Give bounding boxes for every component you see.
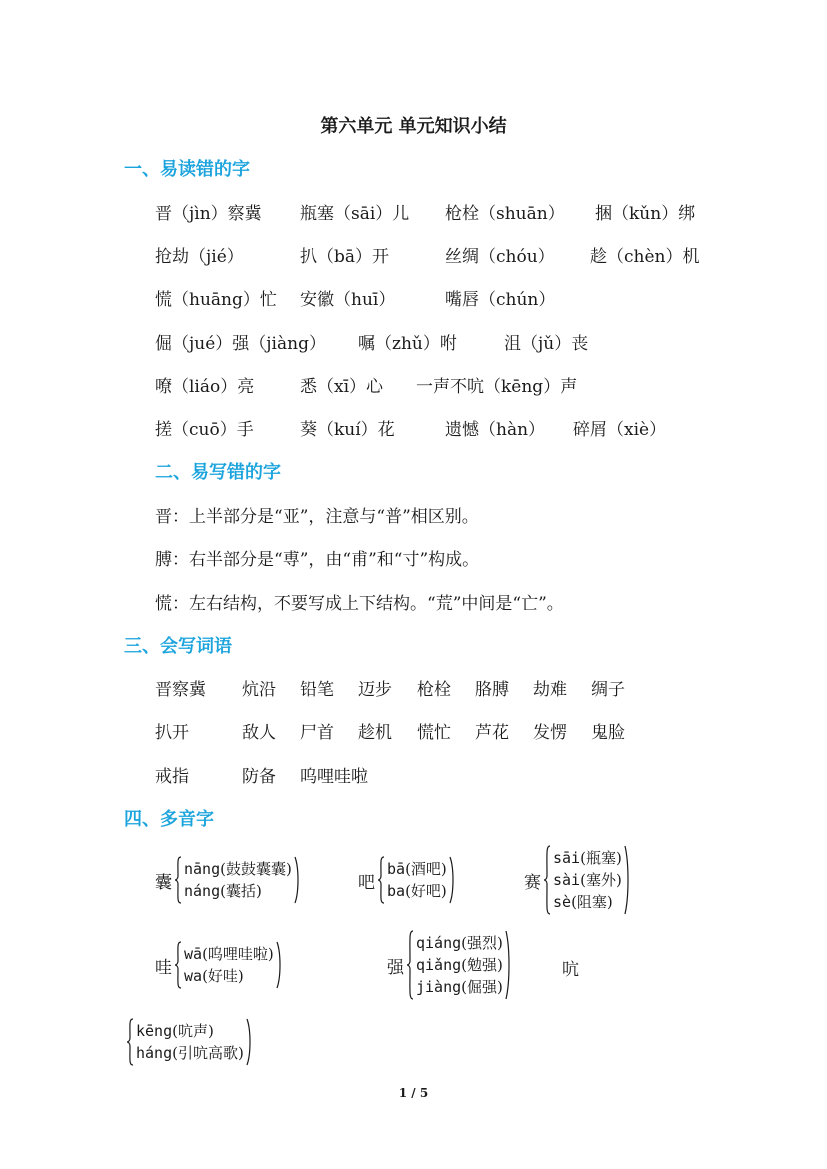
vocab-word: 防备 [242, 767, 276, 787]
word-item: 嘹（liáo）亮 [155, 377, 255, 397]
polyphone-group [155, 855, 300, 905]
note-line: 晋：上半部分是“亚”，注意与“普”相区别。 [155, 507, 479, 527]
right-paren-icon [449, 856, 455, 904]
right-paren-icon [276, 941, 282, 989]
polyphone-char: 哇 [155, 957, 172, 978]
word-item: 扒（bā）开 [300, 247, 390, 267]
left-brace-icon [543, 845, 551, 915]
vocab-word: 芦花 [475, 723, 509, 743]
polyphone-group [358, 855, 455, 905]
left-brace-icon [174, 941, 182, 989]
note-line: 膊：右半部分是“尃”，由“甫”和“寸”构成。 [155, 550, 480, 570]
vocab-word: 晋察冀 [155, 680, 206, 700]
word-item: 沮（jǔ）丧 [504, 334, 589, 354]
word-item: 遗憾（hàn） [445, 420, 546, 440]
polyphone-group [126, 1017, 252, 1067]
reading-item: sài(塞外) [553, 871, 622, 889]
reading-item: ba(好吧) [387, 882, 447, 900]
word-item: 葵（kuí）花 [300, 420, 395, 440]
word-item: 趁（chèn）机 [590, 247, 700, 267]
word-item: 安徽（huī） [300, 290, 396, 310]
right-paren-icon [294, 856, 300, 904]
vocab-word: 趁机 [358, 723, 392, 743]
reading-item: kēng(吭声) [136, 1022, 214, 1040]
section-heading-3: 三、会写词语 [124, 636, 232, 657]
polyphone-group [387, 929, 511, 1001]
left-brace-icon [377, 856, 385, 904]
vocab-word: 迈步 [358, 680, 392, 700]
polyphone-char: 吭 [562, 960, 579, 980]
word-item: 晋（jìn）察冀 [155, 204, 262, 224]
reading-item: qiǎng(勉强) [416, 956, 503, 974]
vocab-word: 鬼脸 [591, 723, 625, 743]
right-paren-icon [505, 930, 511, 1000]
word-item: 一声不吭（kēng）声 [416, 377, 578, 397]
right-paren-icon [624, 845, 630, 915]
reading-item: bā(酒吧) [387, 860, 447, 878]
vocab-word: 敌人 [242, 723, 276, 743]
reading-item: qiáng(强烈) [416, 934, 503, 952]
left-brace-icon [406, 930, 414, 1000]
right-paren-icon [246, 1018, 252, 1066]
word-item: 碎屑（xiè） [573, 420, 667, 440]
vocab-word: 戒指 [155, 767, 189, 787]
vocab-word: 枪栓 [417, 680, 451, 700]
word-item: 抢劫（jié） [155, 247, 244, 267]
vocab-word: 尸首 [300, 723, 334, 743]
vocab-word: 慌忙 [417, 723, 451, 743]
word-item: 嘴唇（chún） [445, 290, 556, 310]
polyphone-char: 囊 [155, 872, 172, 893]
word-item: 慌（huāng）忙 [155, 290, 277, 310]
polyphone-char: 强 [387, 957, 404, 978]
page-number: 1 / 5 [398, 1086, 429, 1100]
left-brace-icon [126, 1018, 134, 1066]
polyphone-char: 赛 [524, 872, 541, 893]
reading-item: wa(好哇) [184, 967, 244, 985]
vocab-word: 铅笔 [300, 680, 334, 700]
word-item: 丝绸（chóu） [445, 247, 555, 267]
section-heading-1: 一、易读错的字 [124, 159, 250, 180]
reading-item: sè(阻塞) [553, 893, 613, 911]
word-item: 瓶塞（sāi）儿 [300, 204, 410, 224]
reading-item: náng(囊括) [184, 882, 262, 900]
word-item: 搓（cuō）手 [155, 420, 254, 440]
page-title: 第六单元 单元知识小结 [320, 116, 507, 137]
polyphone-group [524, 844, 630, 916]
reading-item: jiàng(倔强) [416, 978, 503, 996]
word-item: 悉（xī）心 [300, 377, 384, 397]
section-heading-4: 四、多音字 [124, 809, 214, 830]
vocab-word: 劫难 [533, 680, 567, 700]
word-item: 枪栓（shuān） [445, 204, 565, 224]
vocab-word: 绸子 [591, 680, 625, 700]
vocab-word: 炕沿 [242, 680, 276, 700]
word-item: 嘱（zhǔ）咐 [358, 334, 457, 354]
section-heading-2: 二、易写错的字 [155, 462, 281, 483]
vocab-word: 发愣 [533, 723, 567, 743]
reading-item: sāi(瓶塞) [553, 849, 622, 867]
vocab-word: 呜哩哇啦 [300, 767, 368, 787]
word-item: 捆（kǔn）绑 [595, 204, 696, 224]
vocab-word: 胳膊 [475, 680, 509, 700]
vocab-word: 扒开 [155, 723, 189, 743]
word-item: 倔（jué）强（jiàng） [155, 334, 326, 354]
left-brace-icon [174, 856, 182, 904]
note-line: 慌：左右结构，不要写成上下结构。“荒”中间是“亡”。 [155, 594, 564, 614]
reading-item: wā(呜哩哇啦) [184, 945, 274, 963]
reading-item: háng(引吭高歌) [136, 1044, 244, 1062]
reading-item: nāng(鼓鼓囊囊) [184, 860, 292, 878]
polyphone-group [155, 940, 282, 990]
polyphone-char: 吧 [358, 872, 375, 893]
